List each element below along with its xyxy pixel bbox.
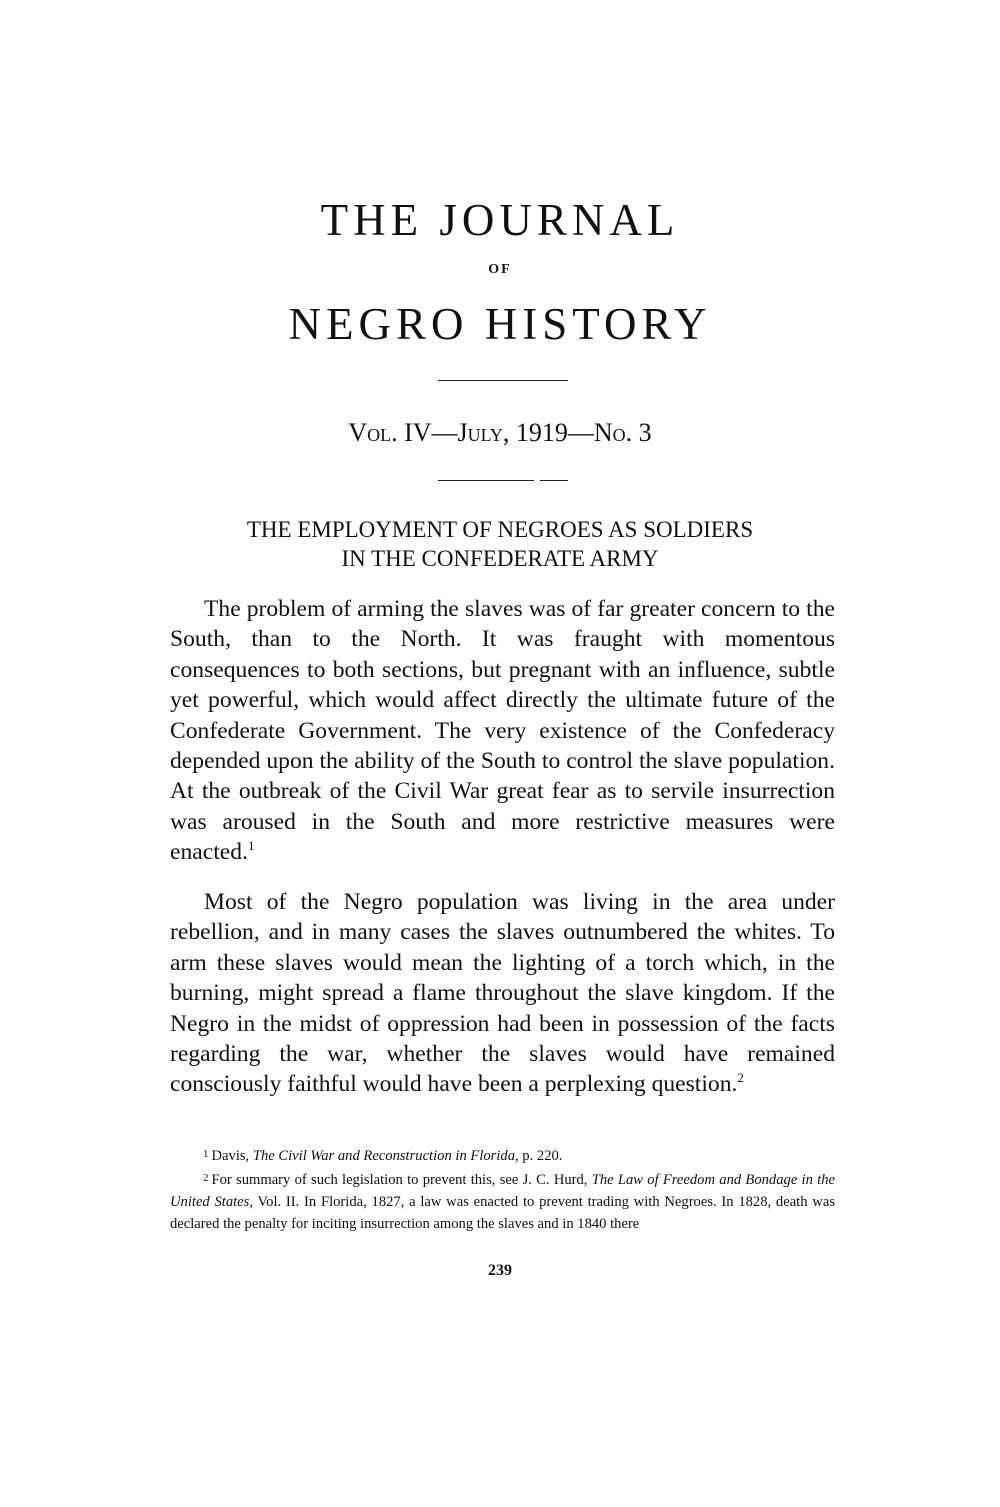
- footnote-ref-2[interactable]: 2: [737, 1070, 744, 1086]
- article-title-line-2: IN THE CONFEDERATE ARMY: [341, 546, 659, 571]
- footnote-2-text-b: Vol. II. In Florida, 1827, a law was enacted to prevent trading with Negroes. In 1828, death was declared the penalty for inciting insurrection among the slaves and in 1840 there: [170, 1194, 835, 1232]
- footnote-2-text-a: For summary of such legislation to prevent this, see J. C. Hurd,: [211, 1172, 592, 1188]
- volume-issue-line: Vol. IV—July, 1919—No. 3: [348, 418, 652, 447]
- footnote-1-text-b: p. 220.: [518, 1148, 563, 1164]
- journal-title-of: OF: [488, 262, 512, 277]
- divider-rule-top: [438, 380, 568, 381]
- journal-title-line-2: NEGRO HISTORY: [288, 299, 712, 349]
- footnote-2-title: The Law of Freedom and Bondage in the United States,: [170, 1172, 835, 1210]
- footnote-1-text-a: Davis,: [211, 1148, 253, 1164]
- journal-title-line-1: THE JOURNAL: [320, 195, 680, 245]
- footnote-2-marker: 2: [203, 1172, 209, 1184]
- body-paragraph-2: [170, 887, 835, 1100]
- article-title-line-1: THE EMPLOYMENT OF NEGROES AS SOLDIERS: [246, 517, 754, 542]
- article-title: [150, 515, 850, 573]
- footnote-ref-1[interactable]: 1: [247, 838, 255, 854]
- footnote-1-marker: 1: [203, 1148, 209, 1160]
- footnotes-section: [170, 1143, 835, 1235]
- footnote-2: [170, 1167, 835, 1235]
- body-paragraph-1: [170, 594, 835, 868]
- footnote-1: [170, 1143, 835, 1167]
- divider-rule-bottom: [438, 480, 534, 481]
- page-number: 239: [488, 1262, 512, 1279]
- paragraph-1-text: The problem of arming the slaves was of far greater concern to the South, than to the North. It was fraught with momentous consequences to both sections, but pregnant with an influence, subtle yet powerful, which would affect directly the ultimate future of the Confederate Government. The very existence of the Confederacy depended upon the ability of the South to control the slave population. At the outbreak of the Civil War great fear as to servile insurrection was aroused in the South and more restrictive measures were enacted.: [170, 596, 835, 866]
- divider-rule-bottom-tail: [540, 480, 568, 481]
- footnote-1-title: The Civil War and Reconstruction in Florida,: [252, 1148, 519, 1164]
- paragraph-2-text: Most of the Negro population was living in the area under rebellion, and in many cases the slaves outnumbered the whites. To arm these slaves would mean the lighting of a torch which, in the burning, might spread a flame throughout the slave kingdom. If the Negro in the midst of oppression had been in possession of the facts regarding the war, whether the slaves would have remained consciously faithful would have been a perplexing question.: [170, 889, 835, 1098]
